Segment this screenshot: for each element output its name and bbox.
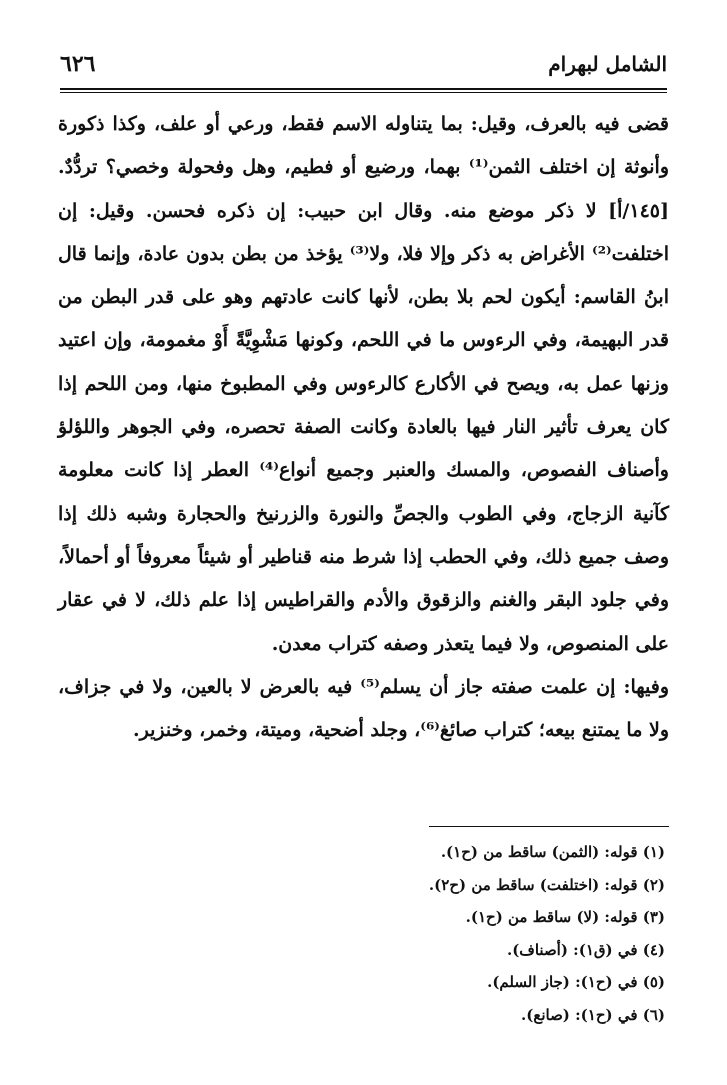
- page-number: ٦٢٦: [60, 51, 96, 77]
- main-text: [58, 100, 669, 752]
- footnote: (٤) في (ق١): (أصناف).: [506, 940, 665, 959]
- page-header: [60, 44, 667, 84]
- paragraph: وفيها: إن علمت صفته جاز أن يسلم⁽⁵⁾ فيه بالعرض لا بالعين، ولا في جزاف، ولا ما يمتنع بيعه؛ كتراب صائغ⁽⁶⁾، وجلد أضحية، وميتة، وخمر، وخنزير.: [58, 675, 669, 742]
- paragraph: قضى فيه بالعرف، وقيل: بما يتناوله الاسم فقط، ورعي أو علف، وكذا ذكورة وأنوثة إن اختلف الثمن⁽¹⁾ بهما، ورضيع أو فطيم، وهل وفحولة وخصي؟ تردُّدٌ. [١٤٥/أ] لا ذكر موضع منه. وقال ابن حبيب: إن ذكره فحسن. وقيل: إن اختلفت⁽²⁾ الأغراض به ذكر وإلا فلا، ولا⁽³⁾ يؤخذ من بطن بدون عادة، وإنما قال ابنُ القاسم: أيكون لحم بلا بطن، لأنها كانت عادتهم وهو على قدر البطن من قدر البهيمة، وفي الرءوس ما في اللحم، وكونها مَشْوِيَّةً أَوْ مغمومة، وإن اعتيد وزنها عمل به، ويصح في الأكارع كالرءوس وفي المطبوخ منها، ومن اللحم إذا كان يعرف تأثير النار فيها بالعادة وكانت الصفة تحصره، وفي الجوهر واللؤلؤ وأصناف الفصوص، والمسك والعنبر وجميع أنواع⁽⁴⁾ العطر إذا كانت معلومة كآنية الزجاج، وفي الطوب والجصِّ والنورة والزرنيخ والحجارة وشبه ذلك إذا وصف جميع ذلك، وفي الحطب إذا شرط منه قناطير أو شيئاً معروفاً أو أحمالاً، وفي جلود البقر والغنم والزقوق والأدم والقراطيس إذا علم ذلك، لا في عقار على المنصوص، ولا فيما يتعذر وصفه كتراب معدن.: [58, 113, 670, 655]
- footnote: (٣) قوله: (لا) ساقط من (ح١).: [465, 908, 665, 927]
- header-rule: [60, 88, 667, 90]
- footnotes: [60, 836, 665, 1032]
- footnote: (٦) في (ح١): (صانع).: [521, 1005, 665, 1024]
- running-title: الشامل لبهرام: [548, 52, 667, 76]
- footnote: (٥) في (ح١): (جاز السلم).: [487, 973, 665, 992]
- footnote: (٢) قوله: (اختلفت) ساقط من (ح٢).: [428, 875, 665, 894]
- footnote: (١) قوله: (الثمن) ساقط من (ح١).: [440, 843, 665, 861]
- footnote-separator: [429, 826, 669, 827]
